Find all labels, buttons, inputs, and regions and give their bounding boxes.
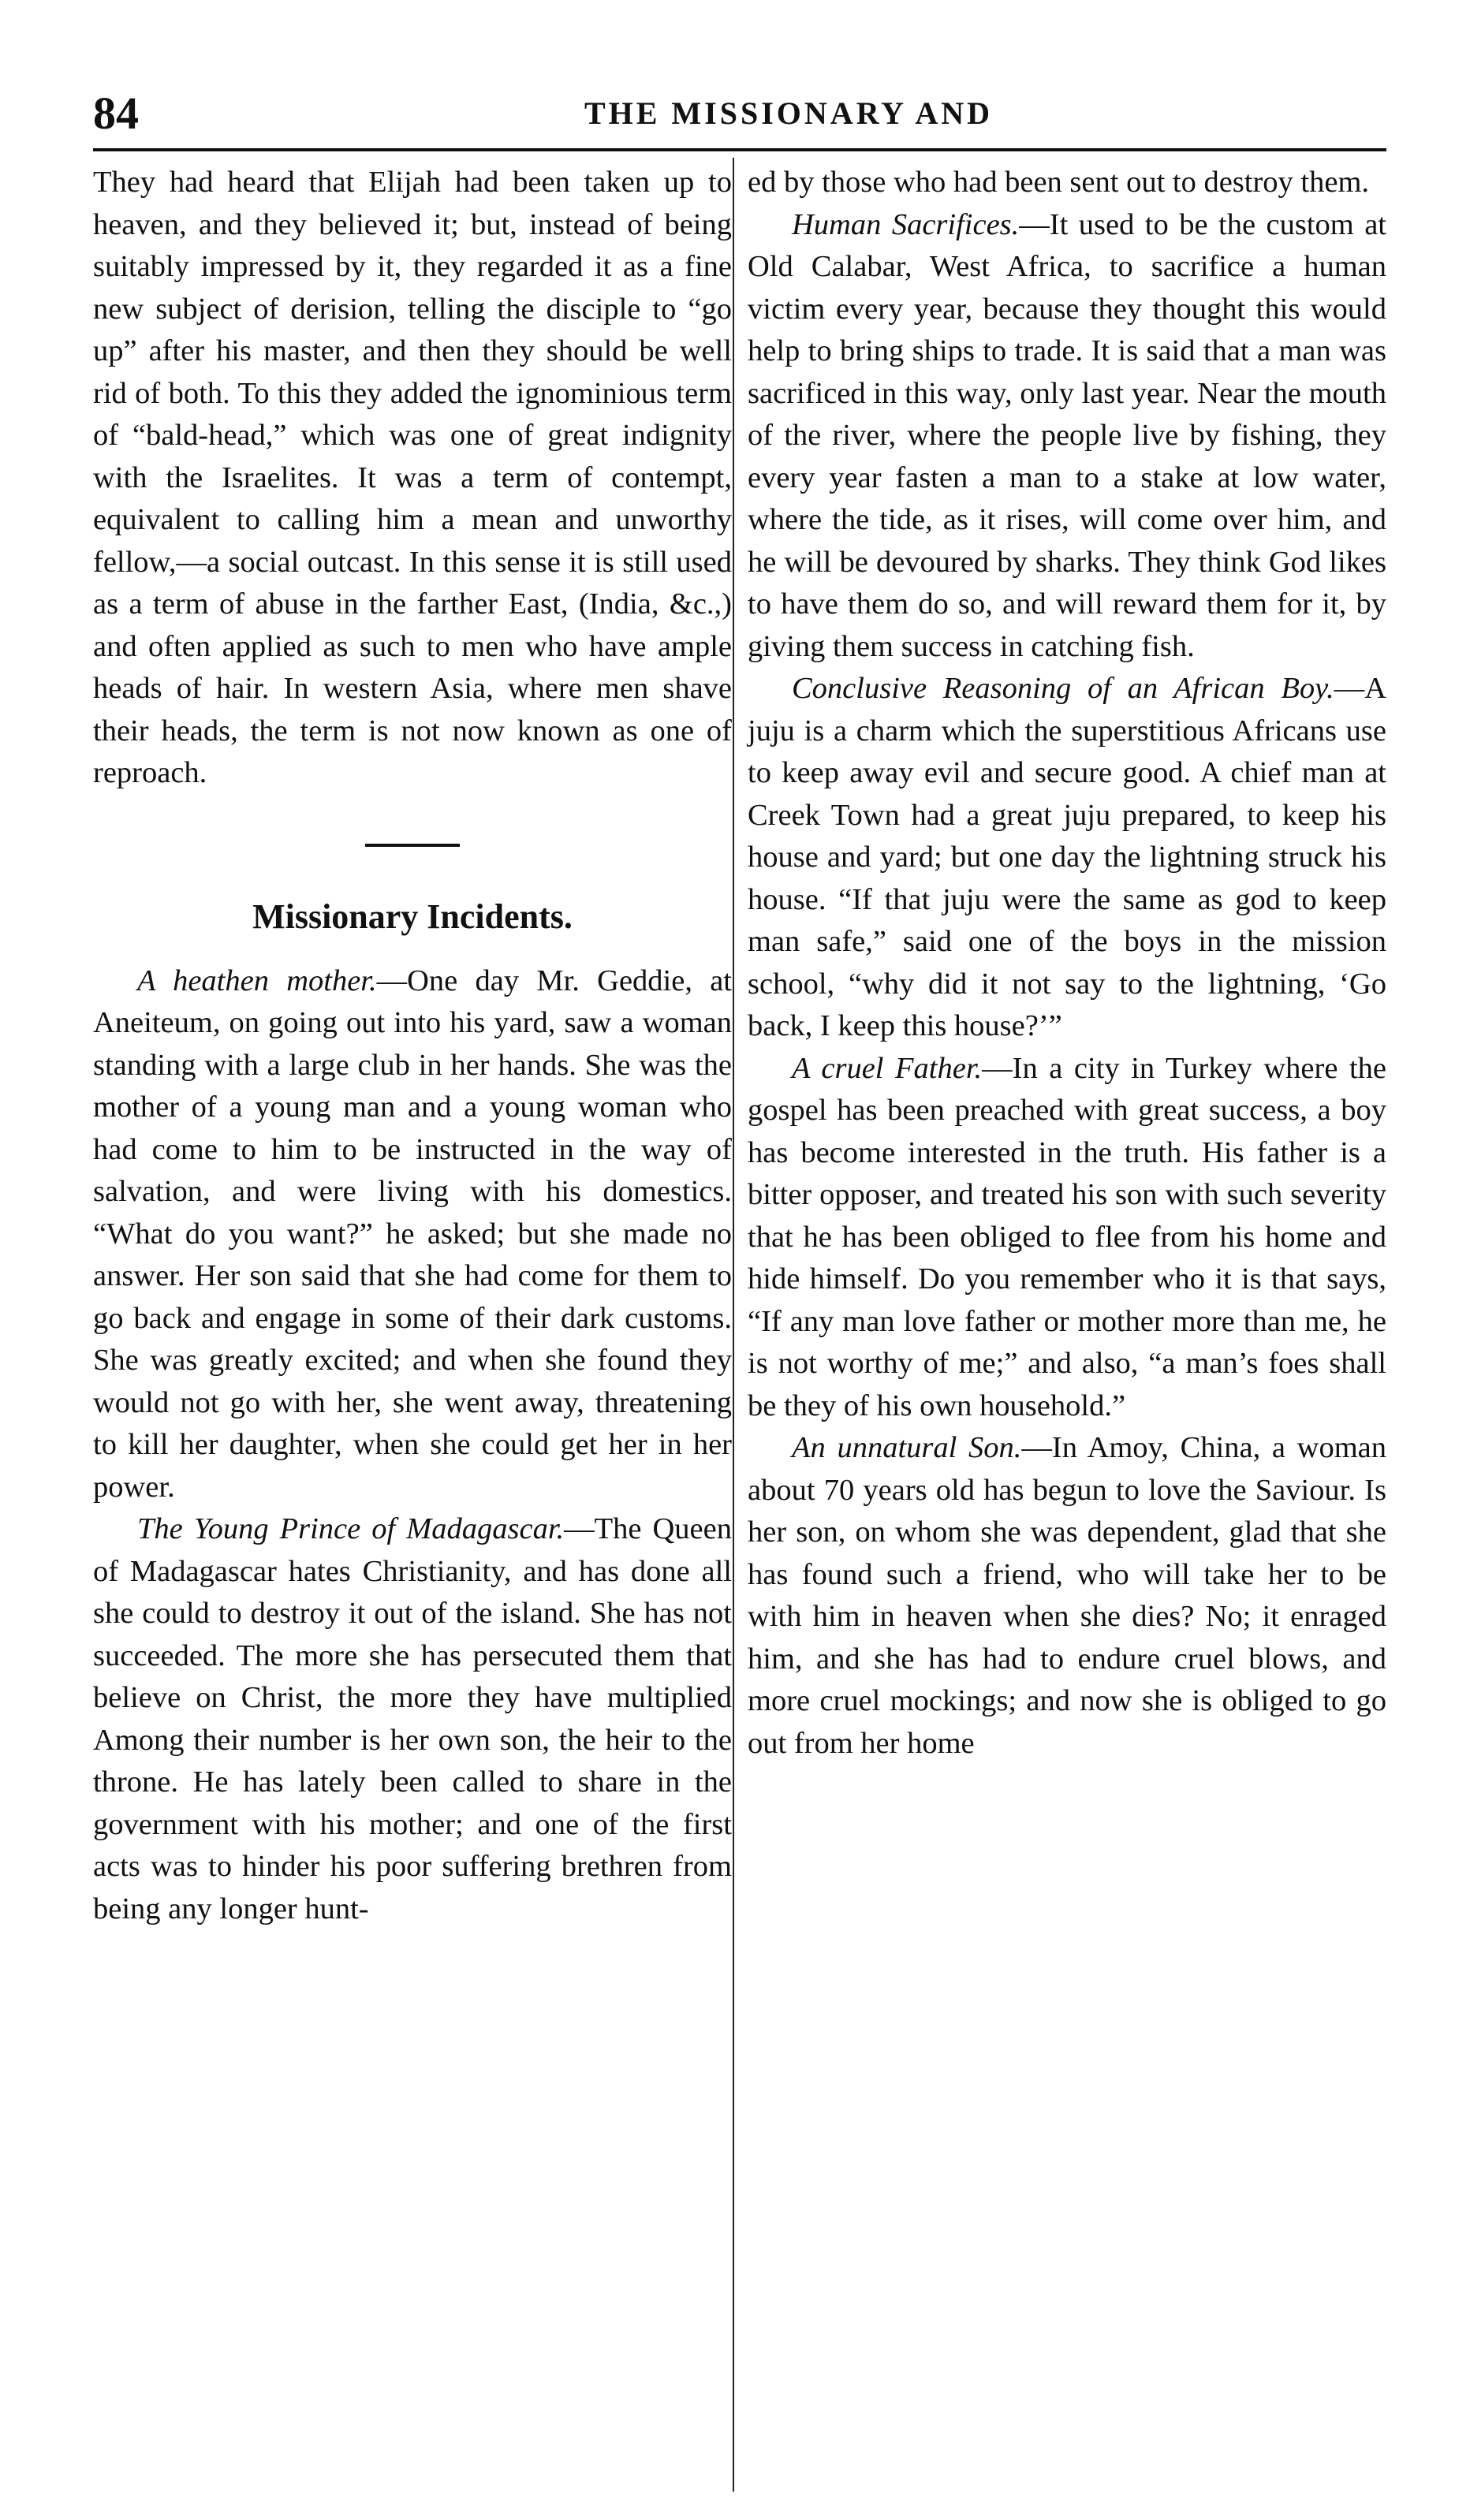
article-cruel-father — [748, 1048, 1386, 1428]
article-text: —It used to be the custom at Old Calabar, West Africa, to sacrifice a human victim every year, because they thought this would help to bring ships to trade. It is said that a man was sacrificed in this way, only last year. Near the mouth of the river, where the people live by fishing, they every year fasten a man to a stake at low water, where the tide, as it rises, will come over him, and he will be devoured by sharks. They think God likes to have them do so, and will reward them for it, by giving them success in catching fish. — [748, 207, 1386, 663]
article-unnatural-son — [748, 1427, 1386, 1765]
article-lead: A cruel Father. — [792, 1051, 983, 1085]
article-text: —A juju is a charm which the superstitious Africans use to keep away evil and secure good. A chief man at Creek Town had a great juju prepared, to keep his house and yard; but one day the lightning struck his house. “If that juju were the same as god to keep man safe,” said one of the boys in the mission school, “why did it not say to the lightning, ‘Go back, I keep this house?’” — [748, 672, 1386, 1042]
section-separator — [365, 844, 460, 847]
article-young-prince — [93, 1508, 732, 1930]
article-text: —The Queen of Madagascar hates Christianity, and has done all she could to destroy it out of the island. She has not succeeded. The more she has persecuted them that believe on Christ, the more they have multiplied Among their number is her own son, the heir to the throne. He has lately been called to share in the government with his mother; and one of the first acts was to hinder his poor suffering brethren from being any longer hunt- — [93, 1512, 732, 1925]
article-text: —In Amoy, China, a woman about 70 years old has begun to love the Saviour. Is her son, on whom she was dependent, glad that she has found such a friend, who will take her to be with him in heaven when she dies? No; it enraged him, and she has had to endure cruel blows, and more cruel mockings; and now she is obliged to go out from her home — [748, 1431, 1386, 1760]
section-heading: Missionary Incidents. — [252, 897, 573, 936]
continued-paragraph: ed by those who had been sent out to destroy them. — [748, 166, 1370, 199]
article-lead: Human Sacrifices. — [792, 207, 1020, 241]
continued-paragraph: They had heard that Elijah had been taken up to heaven, and they believed it; but, instead of being suitably impressed by it, they regarded it as a fine new subject of derision, telling the disciple to “go up” after his master, and then they should be well rid of both. To this they added the ignominious term of “bald-head,” which was one of great indignity with the Israelites. It was a term of contempt, equivalent to calling him a mean and unworthy fellow,—a social outcast. In this sense it is still used as a term of abuse in the farther East, (India, &c.,) and often applied as such to men who have ample heads of hair. In western Asia, where men shave their heads, the term is not now known as one of reproach. — [93, 166, 732, 789]
article-lead: Conclusive Reasoning of an African Boy. — [792, 672, 1334, 705]
article-lead: An unnatural Son. — [792, 1431, 1022, 1464]
article-human-sacrifices — [748, 204, 1386, 669]
article-text: —One day Mr. Geddie, at Aneiteum, on going out into his yard, saw a woman standing with a large club in her hands. She was the mother of a young man and a young woman who had come to him to be instructed in the way of salvation, and were living with his domestics. “What do you want?” he asked; but she made no answer. Her son said that she had come for them to go back and engage in some of their dark customs. She was greatly excited; and when she found they would not go with her, she went away, threatening to kill her daughter, when she could get her in her power. — [93, 964, 732, 1504]
left-column — [93, 162, 732, 1930]
running-title: THE MISSIONARY AND — [584, 95, 994, 131]
article-heathen-mother — [93, 960, 732, 1509]
right-column — [748, 162, 1386, 1765]
article-lead: The Young Prince of Madagascar. — [137, 1512, 565, 1545]
column-rule — [733, 158, 734, 2492]
article-lead: A heathen mother. — [137, 964, 377, 997]
article-african-boy — [748, 668, 1386, 1048]
page-number: 84 — [93, 88, 139, 139]
article-text: —In a city in Turkey where the gospel has been preached with great success, a boy has become interested in the truth. His father is a bitter opposer, and treated his son with such severity that he has been obliged to flee from his home and hide himself. Do you remember who it is that says, “If any man love father or mother more than me, he is not worthy of me;” and also, “a man’s foes shall be they of his own household.” — [748, 1051, 1386, 1422]
header-rule — [93, 148, 1386, 151]
